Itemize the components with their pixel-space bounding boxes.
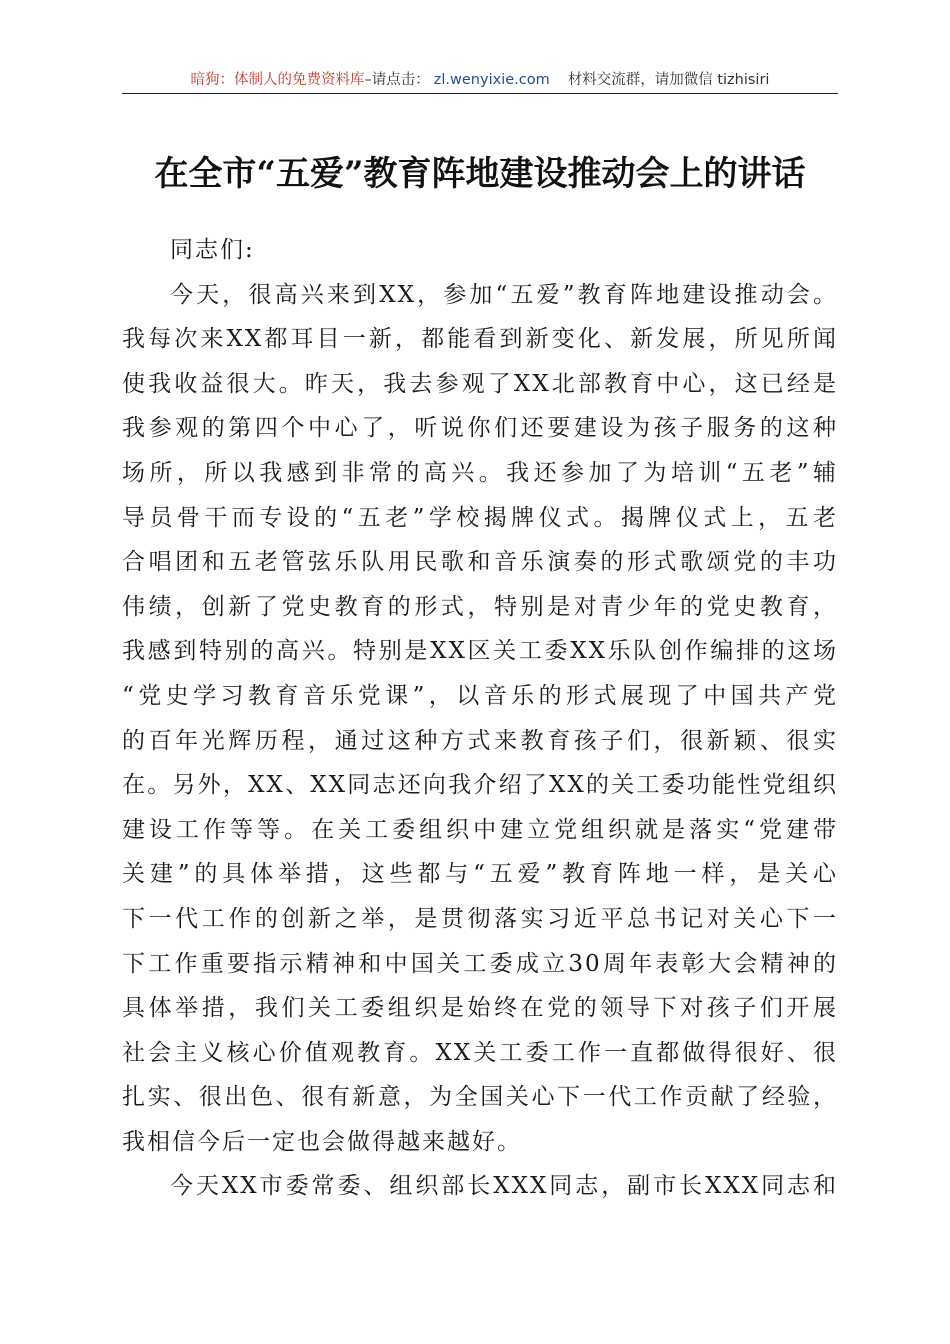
greeting: 同志们: bbox=[170, 237, 255, 263]
paragraph-line: 我相信今后一定也会做得越来越好。 bbox=[122, 1128, 522, 1155]
paragraph-line: 下工作重要指示精神和中国关工委成立30周年表彰大会精神的 bbox=[122, 950, 838, 977]
paragraph-line: “党史学习教育音乐党课”，以音乐的形式展现了中国共产党 bbox=[122, 682, 838, 709]
header-link[interactable]: zl.wenyixie.com bbox=[433, 72, 550, 88]
paragraph-line: 关建”的具体举措，这些都与“五爱”教育阵地一样，是关心 bbox=[122, 861, 838, 888]
document-body bbox=[122, 228, 838, 1209]
header-prompt: –请点击： bbox=[364, 72, 430, 88]
paragraph-line: 使我收益很大。昨天，我去参观了XX北部教育中心，这已经是 bbox=[122, 370, 838, 397]
page-header bbox=[122, 70, 838, 94]
paragraph-line: 今天XX市委常委、组织部长XXX同志，副市长XXX同志和 bbox=[170, 1173, 838, 1200]
header-divider bbox=[122, 93, 838, 94]
paragraph-line: 具体举措，我们关工委组织是始终在党的领导下对孩子们开展 bbox=[122, 995, 838, 1022]
paragraph-line: 的百年光辉历程，通过这种方式来教育孩子们，很新颖、很实 bbox=[122, 727, 838, 754]
paragraph-line: 今天，很高兴来到XX，参加“五爱”教育阵地建设推动会。 bbox=[170, 281, 838, 308]
paragraph-line: 扎实、很出色、很有新意，为全国关心下一代工作贡献了经验， bbox=[122, 1084, 838, 1111]
paragraph-line: 我参观的第四个中心了，听说你们还要建设为孩子服务的这种 bbox=[122, 415, 838, 442]
document-title: 在全市“五爱”教育阵地建设推动会上的讲话 bbox=[154, 154, 806, 194]
paragraph-line: 在。另外，XX、XX同志还向我介绍了XX的关工委功能性党组织 bbox=[122, 772, 838, 799]
paragraph-line: 伟绩，创新了党史教育的形式，特别是对青少年的党史教育， bbox=[122, 593, 838, 620]
paragraph-line: 场所，所以我感到非常的高兴。我还参加了为培训“五老”辅 bbox=[122, 459, 838, 486]
header-brand: 暗狗：体制人的免费资料库 bbox=[190, 72, 365, 88]
paragraph-line: 我感到特别的高兴。特别是XX区关工委XX乐队创作编排的这场 bbox=[122, 638, 838, 665]
paragraph-line: 建设工作等等。在关工委组织中建立党组织就是落实“党建带 bbox=[122, 816, 838, 843]
paragraph-line: 我每次来XX都耳目一新，都能看到新变化、新发展，所见所闻 bbox=[122, 326, 838, 353]
paragraph-line: 社会主义核心价值观教育。XX关工委工作一直都做得很好、很 bbox=[122, 1039, 838, 1066]
paragraph-line: 合唱团和五老管弦乐队用民歌和音乐演奏的形式歌颂党的丰功 bbox=[122, 549, 838, 576]
header-group-info: 材料交流群，请加微信 tizhisiri bbox=[567, 72, 770, 88]
paragraph-line: 导员骨干而专设的“五老”学校揭牌仪式。揭牌仪式上，五老 bbox=[122, 504, 838, 531]
paragraph-line: 下一代工作的创新之举，是贯彻落实习近平总书记对关心下一 bbox=[122, 905, 838, 932]
